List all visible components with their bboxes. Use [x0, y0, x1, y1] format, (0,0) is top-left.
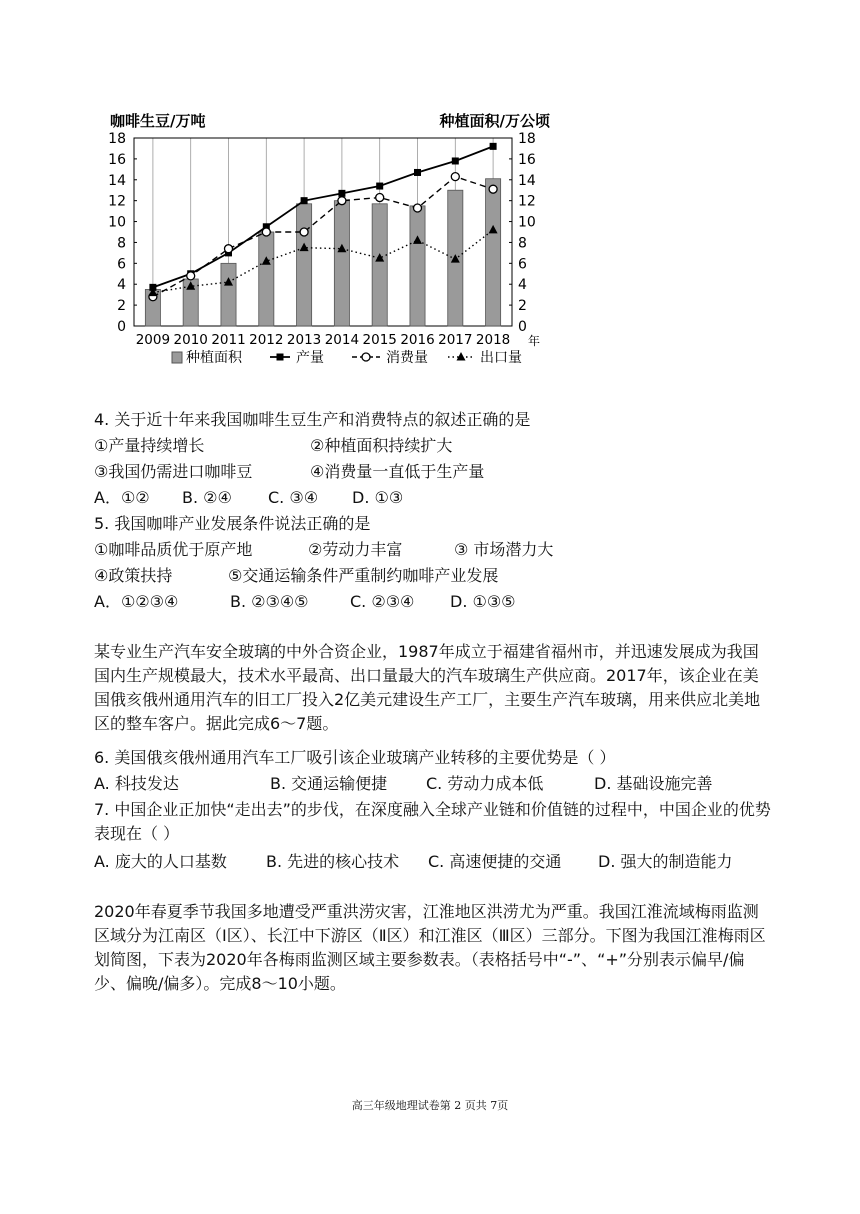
- left-tick-label: 12: [108, 193, 126, 210]
- q7-option-a: A. 庞大的人口基数: [94, 852, 227, 871]
- left-tick-label: 8: [117, 235, 126, 252]
- point-production: [338, 190, 345, 197]
- q5-option-a: A．①②③④: [94, 592, 179, 611]
- right-tick-label: 16: [518, 151, 536, 168]
- passage-meiyu: 2020年春夏季节我国多地遭受严重洪涝灾害，江淮地区洪涝尤为严重。我国江淮流域梅雨监测区域分为江南区（Ⅰ区）、长江中下游区（Ⅱ区）和江淮区（Ⅲ区）三部分。下图为我国江淮梅雨区划简图，下表为2020年各梅雨监测区域主要参数表。（表格括号中“-”、“+”分别表示偏早/偏少、偏晚/偏多）。完成8～10小题。: [94, 902, 766, 993]
- point-production: [414, 169, 421, 176]
- q6-stem: 6. 美国俄亥俄州通用汽车工厂吸引该企业玻璃产业转移的主要优势是（ ）: [94, 748, 616, 767]
- bar-planting-area: [486, 179, 501, 326]
- left-tick-label: 10: [108, 214, 126, 231]
- left-tick-label: 6: [117, 256, 126, 273]
- legend-marker-production: [277, 354, 284, 361]
- q4-option-b: B. ②④: [182, 488, 232, 507]
- point-consumption: [489, 185, 497, 193]
- right-tick-label: 18: [518, 131, 536, 147]
- q4-statements-row2: [94, 460, 484, 484]
- left-tick-label: 14: [108, 172, 126, 189]
- point-consumption: [300, 228, 308, 236]
- q7-stem: 7. 中国企业正加快“走出去”的步伐，在深度融入全球产业链和价值链的过程中，中国企业的优势表现在（ ）: [94, 800, 771, 843]
- bar-planting-area: [297, 204, 312, 326]
- right-tick-label: 4: [518, 277, 527, 294]
- left-tick-label: 16: [108, 151, 126, 168]
- x-tick-label: 2013: [286, 332, 322, 348]
- right-tick-label: 0: [518, 319, 527, 335]
- line-export: [153, 230, 493, 293]
- q5-s5: ⑤交通运输条件严重制约咖啡产业发展: [228, 566, 499, 585]
- x-tick-label: 2018: [475, 332, 511, 348]
- coffee-chart: [90, 100, 570, 380]
- q7-option-c: C. 高速便捷的交通: [428, 852, 562, 871]
- x-tick-label: 2011: [211, 332, 246, 348]
- q5-s2: ②劳动力丰富: [308, 540, 403, 559]
- x-tick-label: 2009: [135, 332, 171, 348]
- q6-option-b: B. 交通运输便捷: [270, 774, 388, 793]
- point-production: [301, 197, 308, 204]
- q5-statements-row2: [94, 564, 498, 588]
- q5-option-d: D. ①③⑤: [450, 592, 516, 611]
- right-tick-label: 2: [518, 298, 527, 315]
- right-axis-title: 种植面积/万公顷: [439, 112, 550, 130]
- q7-options: [94, 850, 733, 874]
- q5-stem: 5. 我国咖啡产业发展条件说法正确的是: [94, 514, 371, 533]
- left-tick-label: 4: [117, 277, 126, 294]
- point-consumption: [376, 194, 384, 202]
- right-tick-label: 8: [518, 235, 527, 252]
- q4-option-d: D. ①③: [352, 488, 404, 507]
- legend-label-production: 产量: [296, 350, 324, 366]
- legend-label-consumption: 消费量: [386, 350, 428, 366]
- q4-option-c: C. ③④: [268, 488, 319, 507]
- q5-s4: ④政策扶持: [94, 566, 173, 585]
- page-footer: 高三年级地理试卷第 2 页共 7页: [351, 1099, 509, 1112]
- right-tick-label: 14: [518, 172, 536, 189]
- q7-option-d: D. 强大的制造能力: [598, 852, 733, 871]
- q4-s2: ②种植面积持续扩大: [310, 436, 453, 455]
- left-tick-label: 18: [108, 131, 126, 147]
- q6-options: [94, 772, 713, 796]
- point-consumption: [338, 197, 346, 205]
- left-axis-title: 咖啡生豆/万吨: [110, 112, 206, 130]
- point-consumption: [187, 272, 195, 280]
- q5-statements-row1: [94, 538, 553, 562]
- x-tick-label: 2017: [438, 332, 473, 348]
- x-tick-label: 2016: [400, 332, 435, 348]
- x-tick-label: 2010: [173, 332, 208, 348]
- q4-stem: 4. 关于近十年来我国咖啡生豆生产和消费特点的叙述正确的是: [94, 410, 531, 429]
- q4-s1: ①产量持续增长: [94, 436, 205, 455]
- q6-option-a: A. 科技发达: [94, 774, 179, 793]
- point-consumption: [414, 204, 422, 212]
- line-consumption: [153, 177, 493, 297]
- x-tick-label: 2015: [362, 332, 397, 348]
- legend-marker-consumption: [362, 353, 370, 361]
- q5-s1: ①咖啡品质优于原产地: [94, 540, 253, 559]
- point-consumption: [225, 245, 233, 253]
- right-tick-label: 12: [518, 193, 536, 210]
- passage-glass-enterprise: 某专业生产汽车安全玻璃的中外合资企业，1987年成立于福建省福州市，并迅速发展成为我国国内生产规模最大，技术水平最高、出口量最大的汽车玻璃生产供应商。2017年，该企业在美国俄亥俄州通用汽车的旧工厂投入2亿美元建设生产工厂，主要生产汽车玻璃，用来供应北美地区的整车客户。据此完成6～7题。: [94, 642, 761, 733]
- point-production: [452, 157, 459, 164]
- point-consumption: [451, 173, 459, 181]
- q6-option-d: D. 基础设施完善: [594, 774, 713, 793]
- left-tick-label: 0: [117, 319, 126, 335]
- q4-statements-row1: [94, 434, 452, 458]
- legend-label-export: 出口量: [480, 350, 522, 366]
- bar-planting-area: [221, 263, 236, 326]
- x-tick-label: 2012: [249, 332, 284, 348]
- q5-option-b: B. ②③④⑤: [230, 592, 309, 611]
- right-tick-label: 10: [518, 214, 536, 231]
- legend-swatch-planting-area: [172, 352, 182, 363]
- legend-label-planting-area: 种植面积: [186, 350, 242, 366]
- q5-s3: ③ 市场潜力大: [454, 540, 554, 559]
- bar-planting-area: [372, 204, 387, 326]
- left-tick-label: 2: [117, 298, 126, 315]
- q5-option-c: C. ②③④: [350, 592, 415, 611]
- point-production: [490, 143, 497, 150]
- bar-planting-area: [259, 232, 274, 326]
- bar-planting-area: [334, 201, 349, 326]
- x-unit-label: 年: [528, 334, 541, 348]
- point-production: [376, 183, 383, 190]
- right-tick-label: 6: [518, 256, 527, 273]
- legend-marker-export: [457, 352, 466, 361]
- q4-option-a: A．①②: [94, 488, 150, 507]
- q4-s3: ③我国仍需进口咖啡豆: [94, 462, 253, 481]
- x-tick-label: 2014: [324, 332, 360, 348]
- point-consumption: [262, 228, 270, 236]
- q6-option-c: C. 劳动力成本低: [426, 774, 544, 793]
- q7-option-b: B. 先进的核心技术: [266, 852, 400, 871]
- q4-s4: ④消费量一直低于生产量: [310, 462, 485, 481]
- bar-planting-area: [410, 206, 425, 326]
- q4-options: [94, 486, 403, 510]
- q5-options: [94, 590, 516, 614]
